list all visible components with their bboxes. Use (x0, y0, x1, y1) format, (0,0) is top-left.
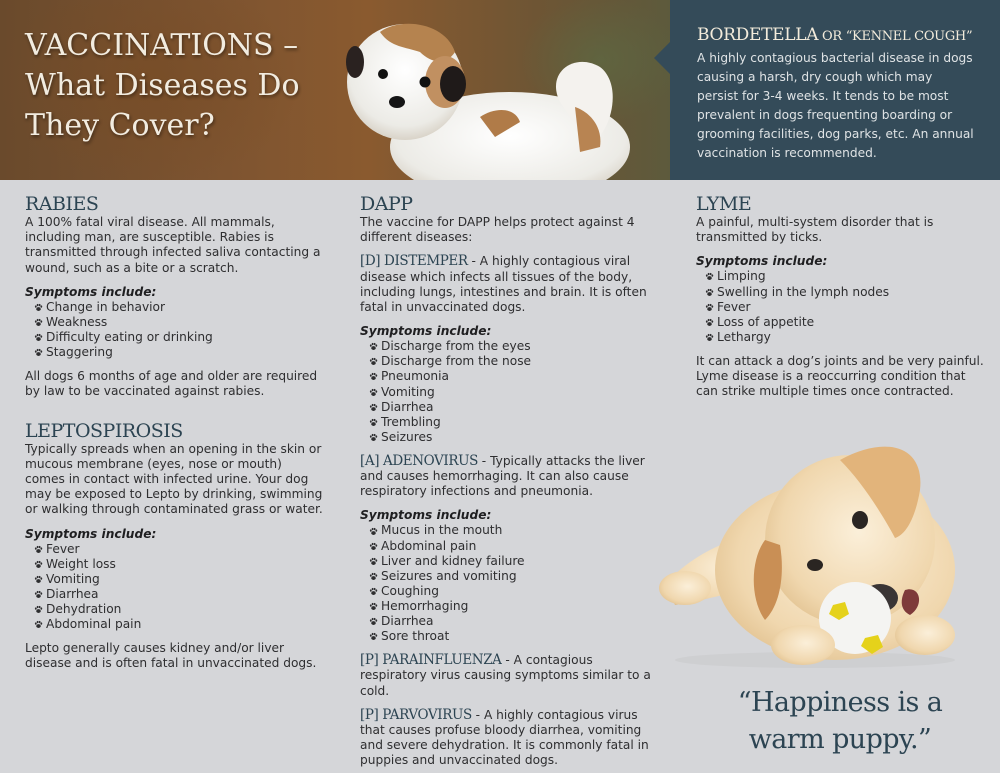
lyme-section (696, 193, 986, 399)
list-item (34, 587, 325, 602)
rabies-note: All dogs 6 months of age and older are required by law to be vaccinated against rabies. (25, 369, 318, 399)
symptom-text: Vomiting (46, 571, 100, 586)
adenovirus-label: [A] ADENOVIRUS (360, 452, 478, 469)
paw-print-icon (34, 560, 43, 569)
list-item (705, 285, 986, 300)
parainfluenza-text: - A contagious respiratory virus causing symptoms similar to a cold. (360, 653, 651, 698)
paw-print-icon (369, 602, 378, 611)
symptom-text: Discharge from the eyes (381, 339, 531, 354)
distemper-symptoms-label: Symptoms include: (360, 324, 492, 339)
bordetella-description: A highly contagious bacterial disease in dogs causing a harsh, dry cough which may persist for 3-4 weeks. It tends to be most prevalent in dogs frequenting boarding or grooming facilities, dog parks, etc. An annual vaccination is recommended. (697, 51, 974, 160)
paw-print-icon (369, 527, 378, 536)
list-item (34, 330, 325, 345)
list-item (34, 542, 325, 557)
paw-print-icon (369, 557, 378, 566)
list-item (369, 400, 660, 415)
list-item (369, 614, 660, 629)
list-item (369, 629, 660, 644)
symptom-text: Trembling (381, 414, 441, 429)
list-item (34, 617, 325, 632)
quote (690, 684, 990, 758)
paw-print-icon (369, 632, 378, 641)
lyme-symptoms-list (705, 269, 986, 344)
list-item (705, 300, 986, 315)
title-line-3: They Cover? (25, 108, 215, 143)
symptom-text: Diarrhea (46, 586, 99, 601)
fluffy-puppy-image (345, 12, 630, 180)
lyme-note: It can attack a dog’s joints and be very painful. Lyme disease is a reoccurring condition that can strike multiple times once contracted. (696, 353, 984, 399)
symptom-text: Fever (46, 541, 80, 556)
symptom-text: Vomiting (381, 384, 435, 399)
paw-print-icon (369, 357, 378, 366)
symptom-text: Loss of appetite (717, 314, 815, 329)
bordetella-title: BORDETELLA (697, 25, 819, 45)
paw-print-icon (34, 605, 43, 614)
dapp-description: The vaccine for DAPP helps protect against 4 different diseases: (360, 215, 635, 245)
paw-print-icon (34, 590, 43, 599)
list-item (369, 599, 660, 614)
symptom-text: Staggering (46, 345, 113, 360)
symptom-text: Pneumonia (381, 369, 449, 384)
paw-print-icon (369, 433, 378, 442)
list-item (34, 572, 325, 587)
symptom-text: Diarrhea (381, 614, 434, 629)
list-item (705, 315, 986, 330)
adenovirus-symptoms-label: Symptoms include: (360, 508, 492, 523)
adenovirus-description (360, 454, 660, 500)
column-left (25, 193, 325, 672)
header-banner (0, 0, 1000, 180)
list-item (34, 300, 325, 315)
dapp-section (360, 193, 660, 769)
paw-print-icon (705, 318, 714, 327)
symptom-text: Weight loss (46, 556, 116, 571)
paw-print-icon (34, 620, 43, 629)
symptom-text: Hemorrhaging (381, 598, 469, 613)
list-item (369, 523, 660, 538)
list-item (369, 415, 660, 430)
leptospirosis-section (25, 420, 325, 672)
paw-print-icon (369, 342, 378, 351)
symptom-text: Dehydration (46, 601, 122, 616)
column-right (696, 193, 986, 399)
lyme-description: A painful, multi-system disorder that is transmitted by ticks. (696, 215, 934, 245)
paw-print-icon (34, 348, 43, 357)
distemper-description (360, 254, 660, 315)
symptom-text: Liver and kidney failure (381, 553, 525, 568)
list-item (369, 554, 660, 569)
list-item (369, 430, 660, 445)
rabies-symptoms-list (34, 300, 325, 360)
symptom-text: Diarrhea (381, 399, 434, 414)
lyme-symptoms-label: Symptoms include: (696, 254, 828, 269)
paw-print-icon (369, 587, 378, 596)
symptom-text: Swelling in the lymph nodes (717, 284, 890, 299)
paw-print-icon (369, 388, 378, 397)
symptom-text: Sore throat (381, 629, 450, 644)
column-middle (360, 193, 660, 769)
bordetella-heading (697, 24, 975, 48)
parvovirus-label: [P] PARVOVIRUS (360, 706, 472, 723)
rabies-heading: RABIES (25, 193, 99, 215)
list-item (34, 557, 325, 572)
paw-print-icon (705, 272, 714, 281)
bordetella-subtitle: OR “KENNEL COUGH” (818, 29, 973, 44)
list-item (369, 369, 660, 384)
leptospirosis-symptoms-label: Symptoms include: (25, 526, 157, 541)
leptospirosis-heading: LEPTOSPIROSIS (25, 419, 183, 442)
list-item (369, 354, 660, 369)
leptospirosis-symptoms-list (34, 542, 325, 633)
adenovirus-text: - Typically attacks the liver and causes hemorrhaging. It can also cause respiratory infections and pneumonia. (360, 453, 645, 499)
symptom-text: Abdominal pain (381, 538, 477, 553)
paw-print-icon (369, 418, 378, 427)
symptom-text: Abdominal pain (46, 617, 142, 632)
parainfluenza-description (360, 653, 660, 699)
paw-print-icon (705, 303, 714, 312)
symptom-text: Lethargy (717, 329, 771, 344)
adenovirus-symptoms-list (369, 523, 660, 644)
paw-print-icon (34, 545, 43, 554)
paw-print-icon (369, 542, 378, 551)
list-item (369, 539, 660, 554)
rabies-symptoms-label: Symptoms include: (25, 284, 157, 299)
symptom-text: Seizures (381, 429, 433, 444)
distemper-text: - A highly contagious viral disease which infects all tissues of the body, including lungs, intestines and brain. It is often fatal in unvaccinated dogs. (360, 254, 647, 315)
paw-print-icon (369, 617, 378, 626)
dapp-heading: DAPP (360, 193, 413, 215)
panel-notch (654, 42, 670, 74)
quote-line-2: warm puppy.” (748, 724, 932, 755)
symptom-text: Mucus in the mouth (381, 523, 503, 538)
page-title (25, 26, 335, 146)
header-photo (0, 0, 670, 180)
symptom-text: Coughing (381, 583, 439, 598)
symptom-text: Fever (717, 299, 751, 314)
list-item (369, 569, 660, 584)
distemper-label: [D] DISTEMPER (360, 253, 468, 270)
bordetella-panel (670, 0, 1000, 180)
symptom-text: Limping (717, 269, 766, 284)
list-item (34, 602, 325, 617)
paw-print-icon (705, 288, 714, 297)
leptospirosis-note: Lepto generally causes kidney and/or liver disease and is often fatal in unvaccinated dogs. (25, 641, 317, 671)
leptospirosis-description: Typically spreads when an opening in the skin or mucous membrane (eyes, nose or mouth) comes in contact with infected urine. Your dog may be exposed to Lepto by drinking, swimming or walking through contaminated grass or water. (25, 441, 323, 517)
parvovirus-description (360, 708, 660, 769)
list-item (369, 385, 660, 400)
paw-print-icon (34, 303, 43, 312)
symptom-text: Seizures and vomiting (381, 568, 517, 583)
paw-print-icon (369, 572, 378, 581)
paw-print-icon (34, 575, 43, 584)
paw-print-icon (369, 372, 378, 381)
symptom-text: Change in behavior (46, 299, 166, 314)
title-line-1: VACCINATIONS – (25, 28, 299, 63)
symptom-text: Discharge from the nose (381, 354, 532, 369)
list-item (705, 269, 986, 284)
list-item (34, 345, 325, 360)
rabies-section (25, 193, 325, 400)
paw-print-icon (705, 333, 714, 342)
list-item (369, 339, 660, 354)
paw-print-icon (34, 333, 43, 342)
title-line-2: What Diseases Do (25, 68, 300, 103)
lyme-heading: LYME (696, 193, 752, 215)
parainfluenza-label: [P] PARAINFLUENZA (360, 652, 502, 669)
list-item (705, 330, 986, 345)
paw-print-icon (34, 318, 43, 327)
parvovirus-text: - A highly contagious virus that causes profuse bloody diarrhea, vomiting and severe dehydration. It is commonly fatal in puppies and unvaccinated dogs. (360, 707, 649, 768)
paw-print-icon (369, 403, 378, 412)
labrador-puppy-image (655, 420, 970, 670)
symptom-text: Weakness (46, 314, 108, 329)
distemper-symptoms-list (369, 339, 660, 445)
symptom-text: Difficulty eating or drinking (46, 330, 213, 344)
list-item (34, 315, 325, 330)
rabies-description: A 100% fatal viral disease. All mammals, including man, are susceptible. Rabies is transmitted through infected saliva contacting a wound, such as a bite or a scratch. (25, 215, 321, 275)
list-item (369, 584, 660, 599)
quote-line-1: “Happiness is a (737, 687, 943, 718)
